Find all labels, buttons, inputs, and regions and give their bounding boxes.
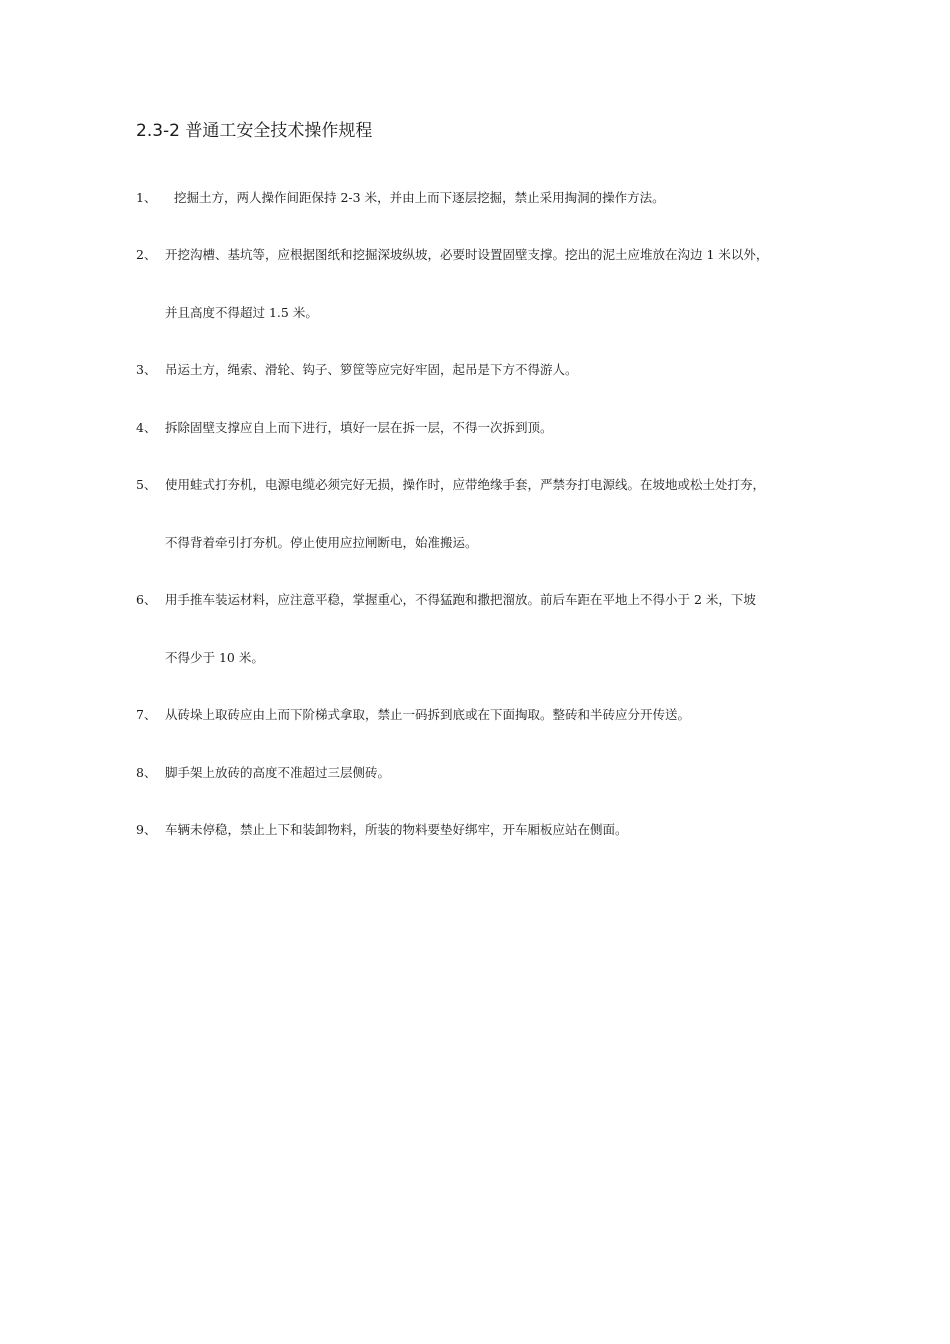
item-text: 用手推车装运材料，应注意平稳，掌握重心，不得猛跑和撒把溜放。前后车距在平地上不得小于 2 米，下坡 [165,592,756,607]
item-number: 3、 [136,362,157,377]
item-text-continued: 不得少于 10 米。 [165,650,264,665]
item-text: 车辆未停稳，禁止上下和装卸物料，所装的物料要垫好绑牢，开车厢板应站在侧面。 [165,822,628,837]
item-text: 挖掘土方，两人操作间距保持 2-3 米，并由上而下逐层挖掘，禁止采用掏洞的操作方法。 [174,190,665,205]
item-text: 吊运土方，绳索、滑轮、钩子、箩筐等应完好牢固，起吊是下方不得游人。 [165,362,578,377]
item-number: 9、 [136,822,157,837]
item-number: 6、 [136,592,157,607]
item-number: 5、 [136,477,157,492]
item-text: 从砖垛上取砖应由上而下阶梯式拿取，禁止一码拆到底或在下面掏取。整砖和半砖应分开传送。 [165,707,691,722]
section-title: 2.3-2 普通工安全技术操作规程 [136,121,373,141]
item-number: 4、 [136,420,157,435]
item-number: 2、 [136,247,157,262]
item-text: 拆除固壁支撑应自上而下进行，填好一层在拆一层，不得一次拆到顶。 [165,420,553,435]
item-text: 开挖沟槽、基坑等，应根据图纸和挖掘深坡纵坡，必要时设置固壁支撑。挖出的泥土应堆放在沟边 1 米以外， [165,247,769,262]
item-number: 8、 [136,765,157,780]
item-text-continued: 并且高度不得超过 1.5 米。 [165,305,318,320]
item-text: 脚手架上放砖的高度不准超过三层侧砖。 [165,765,391,780]
item-number: 1、 [136,190,157,205]
item-text-continued: 不得背着牵引打夯机。停止使用应拉闸断电，始准搬运。 [165,535,478,550]
item-number: 7、 [136,707,157,722]
item-text: 使用蛙式打夯机，电源电缆必须完好无损，操作时，应带绝缘手套，严禁夯打电源线。在坡地或松土处打夯， [165,477,766,492]
